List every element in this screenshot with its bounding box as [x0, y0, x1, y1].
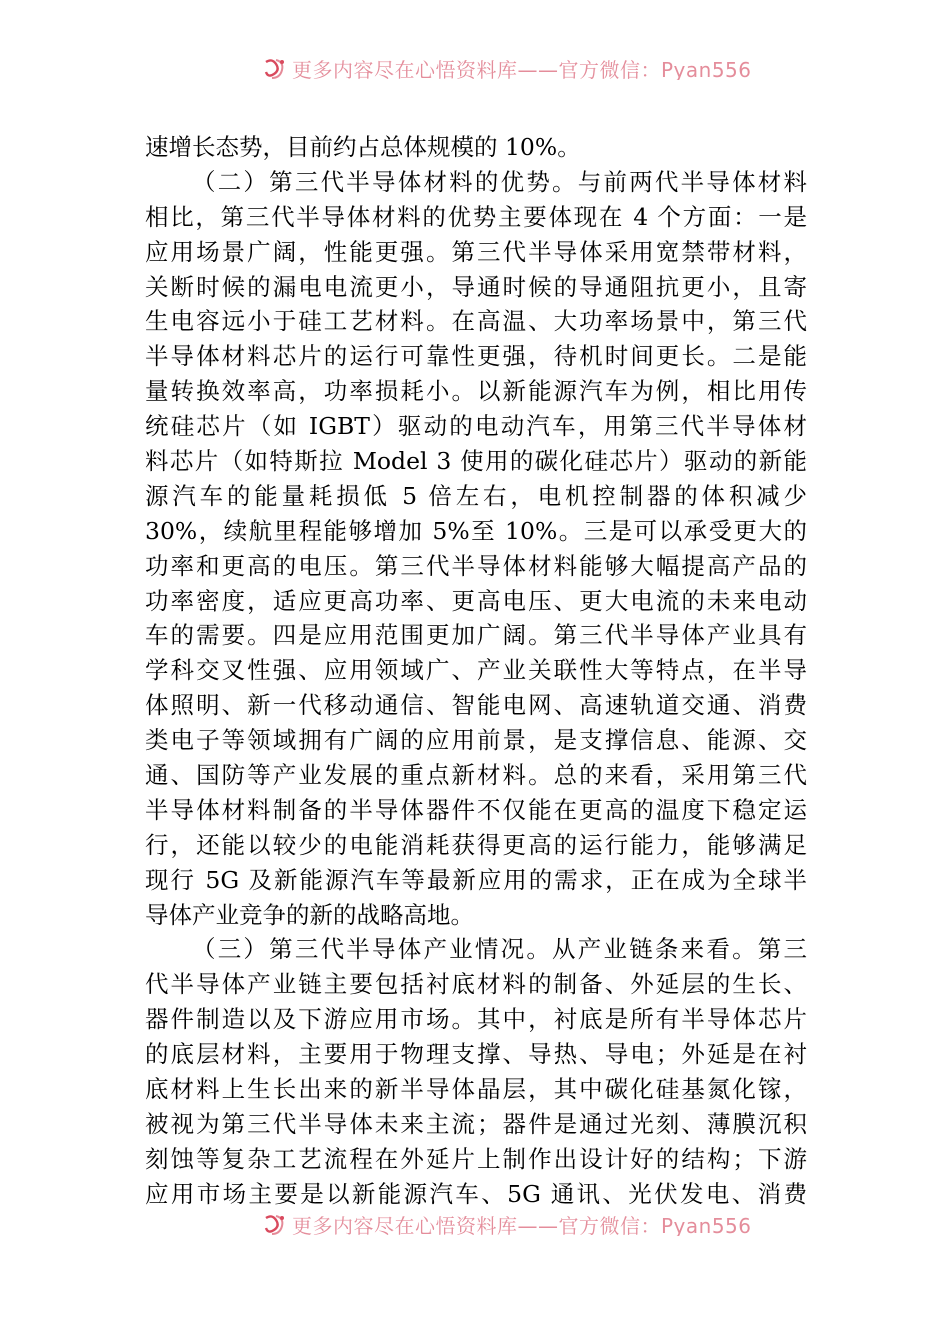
text-line: 被视为第三代半导体未来主流；器件是通过光刻、薄膜沉积 — [145, 1109, 807, 1138]
text-line: 速增长态势，目前约占总体规模的 10%。 — [145, 133, 581, 161]
text-line: 通、国防等产业发展的重点新材料。总的来看，采用第三代 — [145, 761, 807, 790]
text-line: 的底层材料，主要用于物理支撑、导热、导电；外延是在衬 — [145, 1040, 807, 1069]
watermark-inner — [262, 1210, 752, 1236]
watermark-text: 更多内容尽在心悟资料库——官方微信：Pyan556 — [292, 1214, 752, 1236]
text-line: 关断时候的漏电电流更小，导通时候的导通阻抗更小，且寄 — [145, 272, 807, 301]
text-line: 行，还能以较少的电能消耗获得更高的运行能力，能够满足 — [145, 830, 807, 859]
text-line: 现行 5G 及新能源汽车等最新应用的需求，正在成为全球半 — [145, 865, 807, 894]
text-line: 料芯片（如特斯拉 Model 3 使用的碳化硅芯片）驱动的新能 — [145, 447, 807, 476]
text-line: 源汽车的能量耗损低 5 倍左右，电机控制器的体积减少 — [145, 481, 807, 510]
text-line: 类电子等领域拥有广阔的应用前景，是支撑信息、能源、交 — [145, 726, 807, 755]
watermark-footer — [0, 1206, 950, 1236]
text-line: 30%，续航里程能够增加 5%至 10%。三是可以承受更大的 — [145, 516, 807, 545]
watermark-inner — [262, 54, 752, 80]
text-line: （三）第三代半导体产业情况。从产业链条来看。第三 — [192, 935, 807, 964]
text-line: 相比，第三代半导体材料的优势主要体现在 4 个方面：一是 — [145, 202, 807, 231]
text-line: 量转换效率高，功率损耗小。以新能源汽车为例，相比用传 — [145, 377, 807, 406]
watermark-logo-icon — [262, 1212, 288, 1237]
text-line: 代半导体产业链主要包括衬底材料的制备、外延层的生长、 — [145, 970, 807, 999]
text-line: 功率密度，适应更高功率、更高电压、更大电流的未来电动 — [145, 586, 807, 615]
watermark-logo-icon — [262, 56, 288, 81]
text-line: 学科交叉性强、应用领域广、产业关联性大等特点，在半导 — [145, 656, 807, 685]
text-line: 导体产业竞争的新的战略高地。 — [145, 900, 474, 929]
document-body — [145, 130, 807, 1212]
text-line: 统硅芯片（如 IGBT）驱动的电动汽车，用第三代半导体材 — [145, 412, 807, 441]
text-line: 功率和更高的电压。第三代半导体材料能够大幅提高产品的 — [145, 551, 807, 580]
text-line: 半导体材料芯片的运行可靠性更强，待机时间更长。二是能 — [145, 342, 807, 371]
text-line: （二）第三代半导体材料的优势。与前两代半导体材料 — [192, 167, 807, 196]
text-line: 半导体材料制备的半导体器件不仅能在更高的温度下稳定运 — [145, 795, 807, 824]
text-line: 体照明、新一代移动通信、智能电网、高速轨道交通、消费 — [145, 691, 807, 720]
text-line: 生电容远小于硅工艺材料。在高温、大功率场景中，第三代 — [145, 307, 807, 336]
text-line: 刻蚀等复杂工艺流程在外延片上制作出设计好的结构；下游 — [145, 1144, 807, 1173]
watermark-text: 更多内容尽在心悟资料库——官方微信：Pyan556 — [292, 58, 752, 80]
text-line: 应用市场主要是以新能源汽车、5G 通讯、光伏发电、消费 — [145, 1179, 807, 1208]
text-line: 底材料上生长出来的新半导体晶层，其中碳化硅基氮化镓， — [145, 1075, 807, 1104]
text-line: 应用场景广阔，性能更强。第三代半导体采用宽禁带材料， — [145, 237, 807, 266]
watermark-header — [0, 50, 950, 80]
text-line: 车的需要。四是应用范围更加广阔。第三代半导体产业具有 — [145, 621, 807, 650]
text-line: 器件制造以及下游应用市场。其中，衬底是所有半导体芯片 — [145, 1005, 807, 1034]
